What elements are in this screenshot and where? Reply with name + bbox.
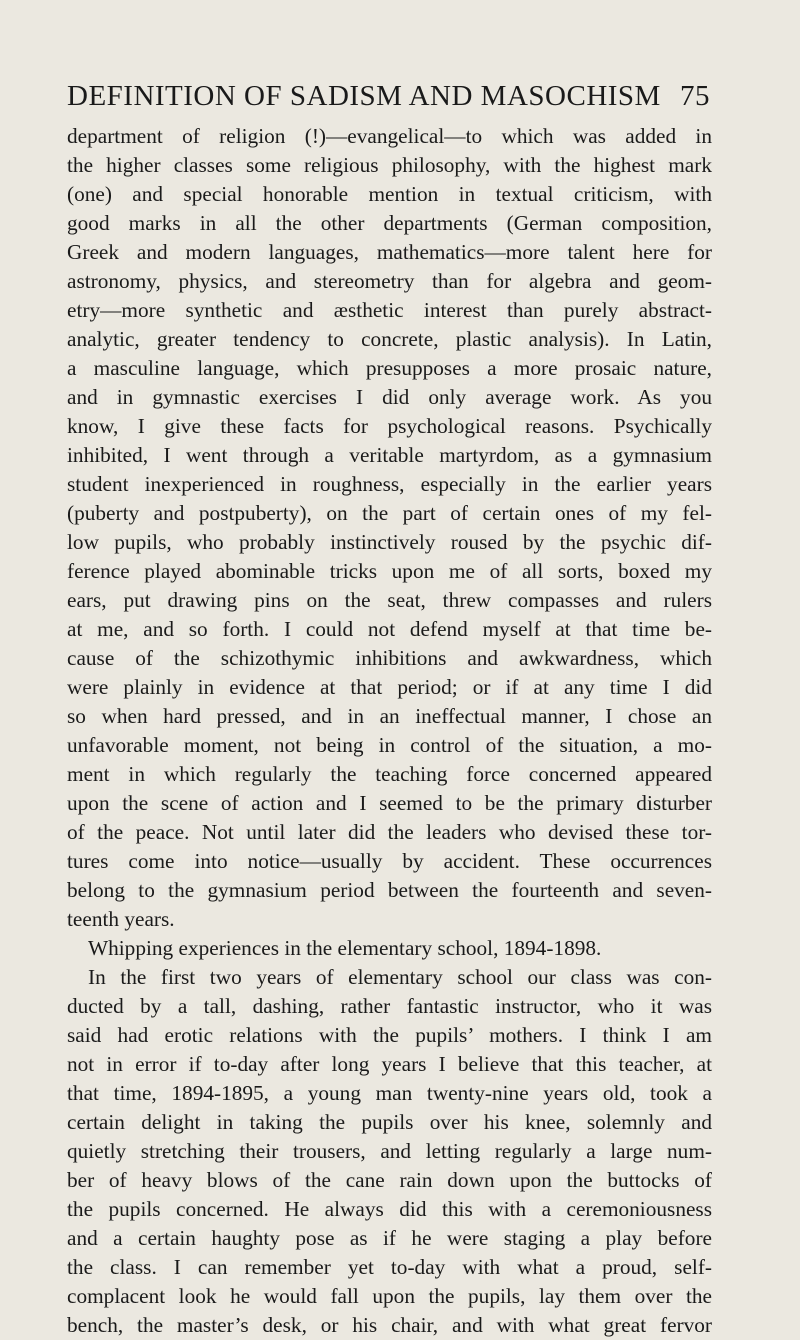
text-line: upon the scene of action and I seemed to be the primary disturber — [67, 791, 712, 815]
text-line: of the peace. Not until later did the leaders who devised these tor- — [67, 820, 712, 844]
text-line: and in gymnastic exercises I did only average work. As you — [67, 385, 712, 409]
section-heading: Whipping experiences in the elementary school, 1894-1898. — [88, 936, 602, 960]
text-line: ment in which regularly the teaching force concerned appeared — [67, 762, 712, 786]
text-line: student inexperienced in roughness, especially in the earlier years — [67, 472, 712, 496]
text-line: good marks in all the other departments (German composition, — [67, 211, 712, 235]
running-title: DEFINITION OF SADISM AND MASOCHISM — [67, 80, 661, 112]
text-line: certain delight in taking the pupils over his knee, solemnly and — [67, 1110, 712, 1134]
page-number: 75 — [680, 80, 710, 112]
text-line: the class. I can remember yet to-day with what a proud, self- — [67, 1255, 712, 1279]
text-line: a masculine language, which presupposes a more prosaic nature, — [67, 356, 712, 380]
running-head — [67, 80, 710, 120]
text-line: low pupils, who probably instinctively roused by the psychic dif- — [67, 530, 712, 554]
text-line: ears, put drawing pins on the seat, threw compasses and rulers — [67, 588, 712, 612]
text-line: astronomy, physics, and stereometry than for algebra and geom- — [67, 269, 712, 293]
text-line: ducted by a tall, dashing, rather fantastic instructor, who it was — [67, 994, 712, 1018]
text-line: unfavorable moment, not being in control of the situation, a mo- — [67, 733, 712, 757]
text-line: In the first two years of elementary school our class was con- — [88, 965, 712, 989]
text-line: etry—more synthetic and æsthetic interest than purely abstract- — [67, 298, 712, 322]
text-line: analytic, greater tendency to concrete, plastic analysis). In Latin, — [67, 327, 712, 351]
text-line: ference played abominable tricks upon me of all sorts, boxed my — [67, 559, 712, 583]
text-line: cause of the schizothymic inhibitions and awkwardness, which — [67, 646, 712, 670]
text-line: belong to the gymnasium period between the fourteenth and seven- — [67, 878, 712, 902]
text-line: so when hard pressed, and in an ineffectual manner, I chose an — [67, 704, 712, 728]
text-line: Greek and modern languages, mathematics—more talent here for — [67, 240, 712, 264]
text-line: the pupils concerned. He always did this with a ceremoniousness — [67, 1197, 712, 1221]
text-line: inhibited, I went through a veritable martyrdom, as a gymnasium — [67, 443, 712, 467]
text-line: ber of heavy blows of the cane rain down upon the buttocks of — [67, 1168, 712, 1192]
text-line: complacent look he would fall upon the pupils, lay them over the — [67, 1284, 712, 1308]
text-line: at me, and so forth. I could not defend myself at that time be- — [67, 617, 712, 641]
text-line: that time, 1894-1895, a young man twenty-nine years old, took a — [67, 1081, 712, 1105]
text-line: quietly stretching their trousers, and letting regularly a large num- — [67, 1139, 712, 1163]
text-line: said had erotic relations with the pupils’ mothers. I think I am — [67, 1023, 712, 1047]
text-line: not in error if to-day after long years I believe that this teacher, at — [67, 1052, 712, 1076]
text-line: teenth years. — [67, 907, 175, 931]
text-line: department of religion (!)—evangelical—to which was added in — [67, 124, 712, 148]
text-line: the higher classes some religious philosophy, with the highest mark — [67, 153, 712, 177]
text-line: were plainly in evidence at that period; or if at any time I did — [67, 675, 712, 699]
body-text — [67, 122, 712, 1340]
text-line: know, I give these facts for psychological reasons. Psychically — [67, 414, 712, 438]
text-line: tures come into notice—usually by accident. These occurrences — [67, 849, 712, 873]
text-line: and a certain haughty pose as if he were staging a play before — [67, 1226, 712, 1250]
text-line: (puberty and postpuberty), on the part of certain ones of my fel- — [67, 501, 712, 525]
text-line: bench, the master’s desk, or his chair, and with what great fervor — [67, 1313, 712, 1337]
text-line: (one) and special honorable mention in textual criticism, with — [67, 182, 712, 206]
